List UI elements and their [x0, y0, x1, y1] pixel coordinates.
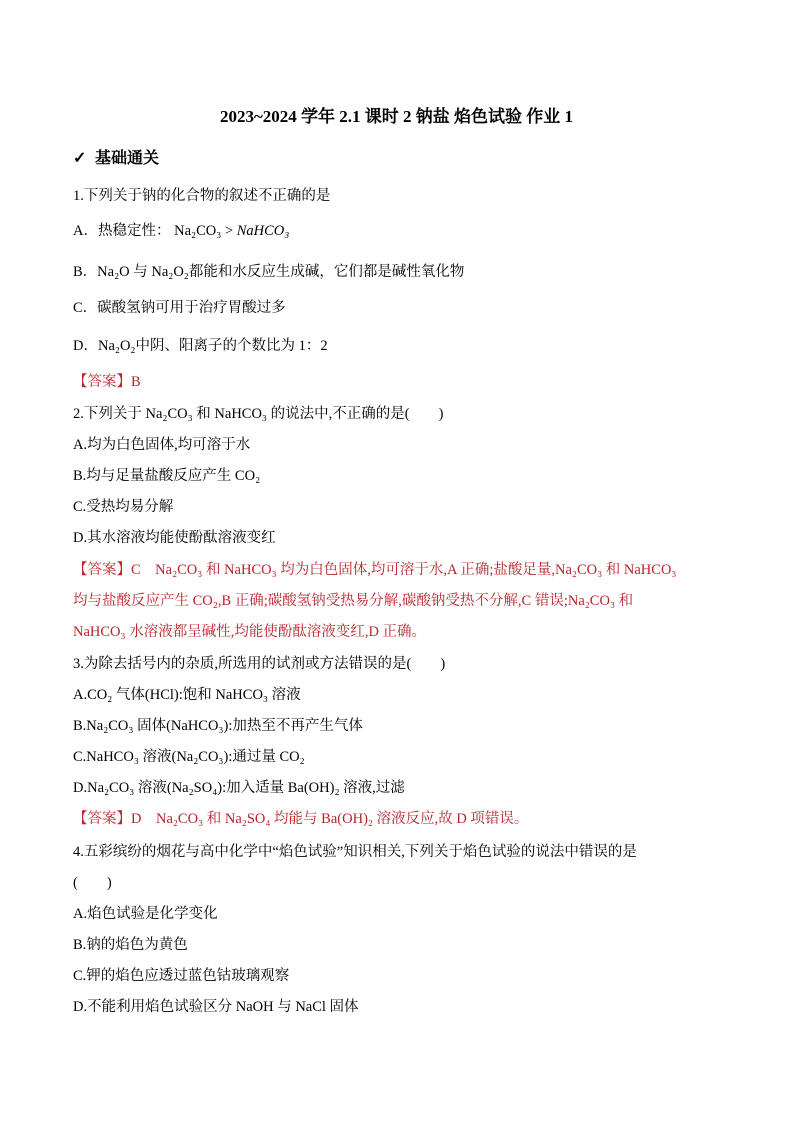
q2-option-b: B.均与足量盐酸反应产生 CO₂ — [73, 468, 261, 484]
q2-option-d: D.其水溶液均能使酚酞溶液变红 — [73, 530, 276, 546]
section-label: 基础通关 — [95, 150, 160, 167]
q2-answer-line-2: 均与盐酸反应产生 CO₂,B 正确;碳酸氢钠受热易分解,碳酸钠受热不分解,C 错误;Na₂CO₃ 和 — [73, 593, 634, 609]
formula-na2o2: Na₂O₂ — [151, 264, 189, 280]
q2-answer-line-1 — [73, 560, 676, 580]
q2-answer-line-3: NaHCO₃ 水溶液都呈碱性,均能使酚酞溶液变红,D 正确。 — [73, 624, 427, 640]
q4-stem: 4.五彩缤纷的烟花与高中化学中“焰色试验”知识相关,下列关于焰色试验的说法中错误的是 — [73, 844, 637, 860]
answer-tag: 【答案】 — [73, 562, 131, 578]
q1-stem: 1.下列关于钠的化合物的叙述不正确的是 — [73, 188, 331, 204]
q3-option-b: B.Na₂CO₃ 固体(NaHCO₃):加热至不再产生气体 — [73, 718, 363, 734]
q1-option-d: D．Na₂O₂中阴、阳离子的个数比为 1：2 — [73, 338, 328, 354]
answer-text: B — [131, 374, 141, 390]
q1-answer — [73, 372, 141, 392]
q4-stem-paren: ( ) — [73, 875, 112, 891]
page-title: 2023~2024 学年 2.1 课时 2 钠盐 焰色试验 作业 1 — [219, 107, 574, 126]
answer-tag: 【答案】 — [73, 811, 131, 827]
q4-option-d: D.不能利用焰色试验区分 NaOH 与 NaCl 固体 — [73, 999, 359, 1015]
q2-option-a: A.均为白色固体,均可溶于水 — [73, 437, 251, 453]
q4-option-a: A.焰色试验是化学变化 — [73, 906, 218, 922]
q3-option-c: C.NaHCO₃ 溶液(Na₂CO₃):通过量 CO₂ — [73, 749, 305, 765]
answer-text: C Na₂CO₃ 和 NaHCO₃ 均为白色固体,均可溶于水,A 正确;盐酸足量,Na₂CO₃ 和 NaHCO₃ — [131, 562, 677, 578]
formula-na2o2: Na₂O₂ — [97, 338, 136, 354]
q2-stem: 2.下列关于 Na₂CO₃ 和 NaHCO₃ 的说法中,不正确的是( ) — [73, 406, 444, 422]
formula-nahco3: NaHCO₃ — [236, 223, 290, 239]
q3-stem: 3.为除去括号内的杂质,所选用的试剂或方法错误的是( ) — [73, 656, 446, 672]
answer-text: D Na₂CO₃ 和 Na₂SO₄ 均能与 Ba(OH)₂ 溶液反应,故 D 项错误。 — [131, 811, 529, 827]
formula-na2o: Na₂O — [97, 264, 130, 280]
greater-than: > — [224, 223, 234, 239]
q3-option-a: A.CO₂ 气体(HCl):饱和 NaHCO₃ 溶液 — [73, 687, 301, 703]
check-icon: ✓ — [73, 150, 87, 167]
q3-option-d: D.Na₂CO₃ 溶液(Na₂SO₄):加入适量 Ba(OH)₂ 溶液,过滤 — [73, 780, 405, 796]
q2-option-c: C.受热均易分解 — [73, 499, 174, 515]
answer-tag: 【答案】 — [73, 374, 131, 390]
q1-option-a: A．热稳定性： Na₂CO₃ > NaHCO₃ — [73, 223, 290, 239]
q3-answer — [73, 809, 528, 829]
q4-option-c: C.钾的焰色应透过蓝色钴玻璃观察 — [73, 968, 290, 984]
section-heading — [73, 148, 159, 170]
formula-na2co3: Na₂CO₃ — [174, 223, 222, 239]
q4-option-b: B.钠的焰色为黄色 — [73, 937, 188, 953]
q1-option-c: C．碳酸氢钠可用于治疗胃酸过多 — [73, 300, 286, 316]
q1-option-b: B．Na₂O 与 Na₂O₂都能和水反应生成碱，它们都是碱性氧化物 — [73, 264, 465, 280]
